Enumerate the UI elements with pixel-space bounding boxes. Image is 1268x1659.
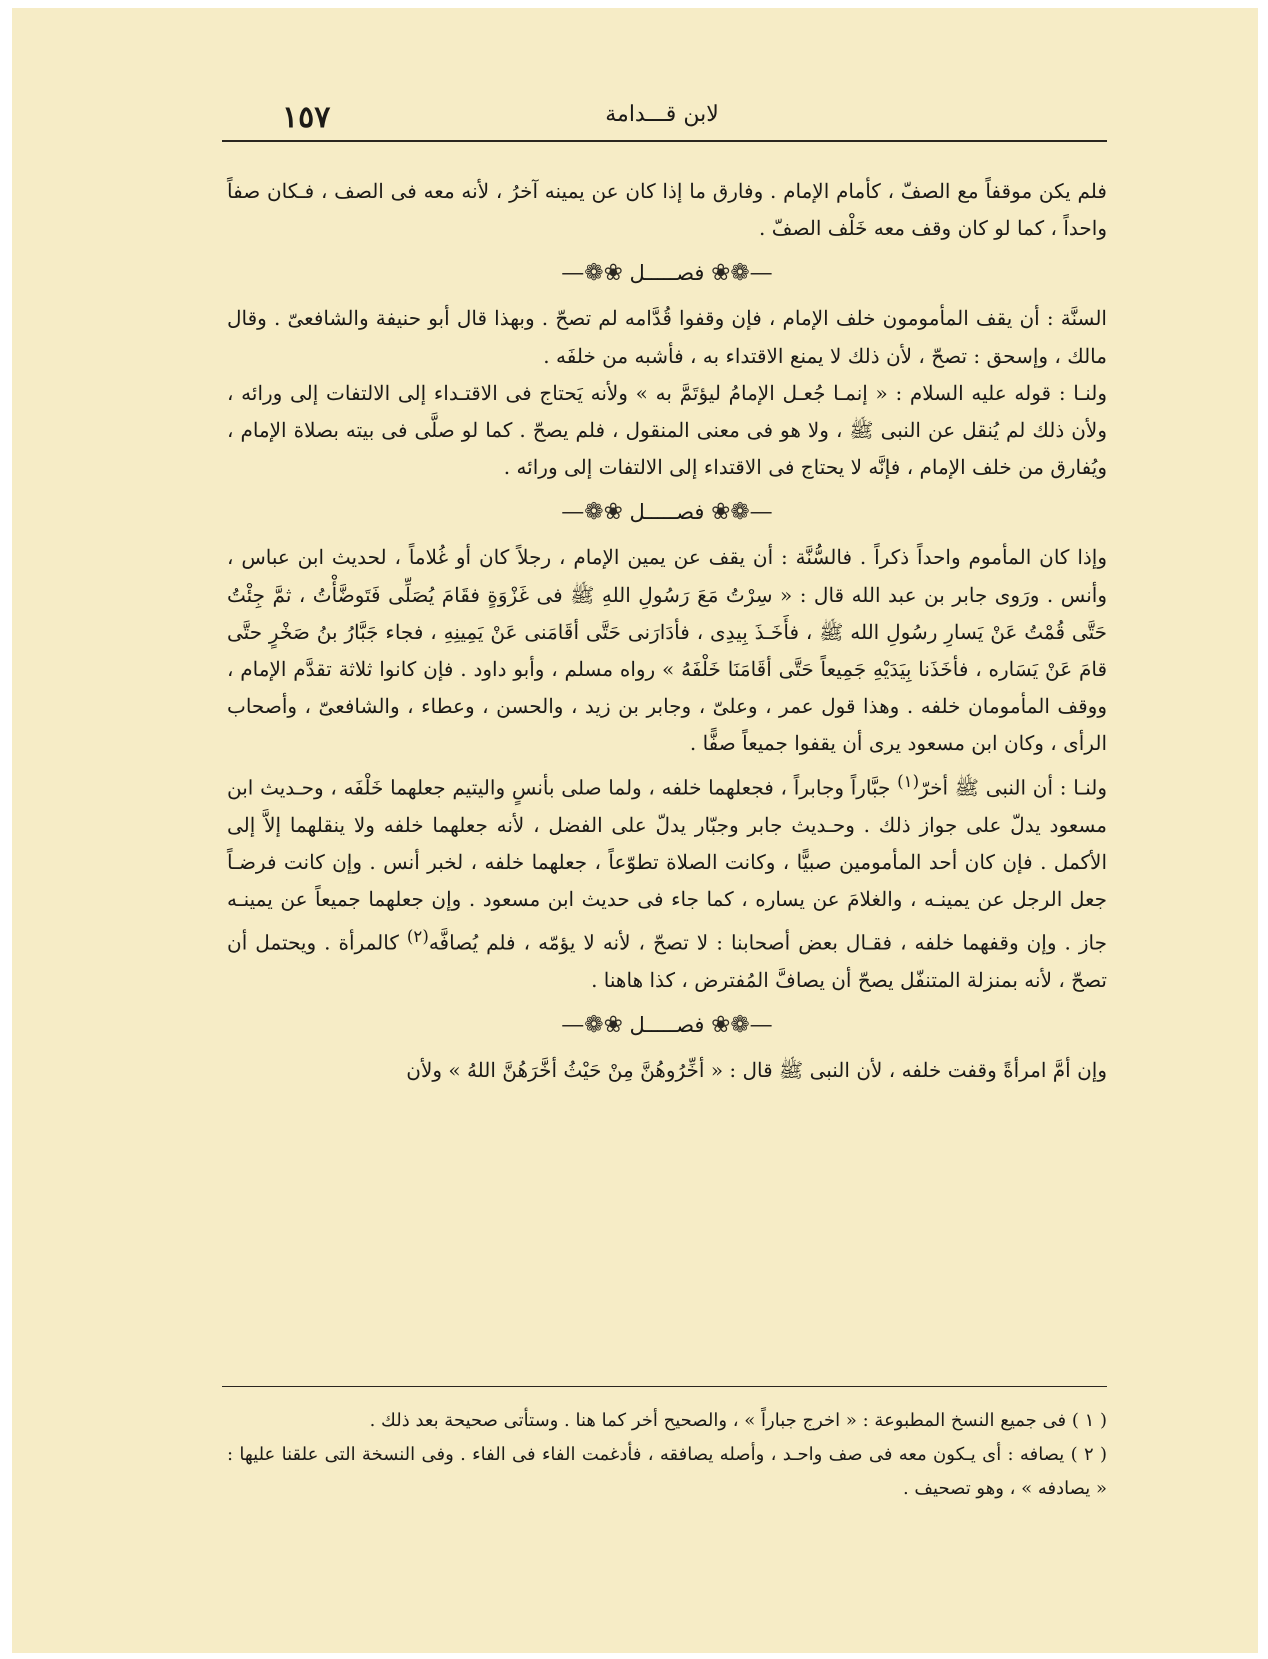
footnote-ref: (٢): [406, 927, 429, 947]
footnote: ( ٢ ) يصافه : أى يـكون معه فى صف واحـد ، وأصله يصافقه ، فأدغمت الفاء فى الفاء . وفى النسخة التى علقنا عليها : « يصادفه » ، وهو تصحيف .: [227, 1444, 1107, 1499]
section-heading: فصـــــل: [629, 261, 705, 286]
header-rule: [222, 140, 1107, 142]
running-head: لابن قـــدامة: [605, 102, 719, 127]
paragraph: وإن أمَّ امرأةً وقفت خلفه ، لأن النبى ﷺ قال : « أخِّرُوهُنَّ مِنْ حَيْثُ أخَّرَهُنَّ اللهُ » ولأن: [406, 1058, 1107, 1083]
paragraph: وإذا كان المأموم واحداً ذكراً . فالسُّنَّة : أن يقف عن يمين الإمام ، رجلاً كان أو غُلاماً ، لحديث ابن عباس ، وأنس . ورَوى جابر بن عبد الله قال : « سِرْتُ مَعَ رَسُولِ اللهِ ﷺ فى غَزْوَةٍ فقَامَ يُصَلِّى فَتَوضَّأْتُ ، ثمَّ جِئْتُ حَتَّى قُمْتُ عَنْ يَسارِ رسُولِ الله ﷺ ، فأَخَـذَ بِيدِى ، فأدَارَنى حَتَّى أقَامَنى عَنْ يَمِينِهِ ، فجاء جَبَّارُ بنُ صَخْرٍ حتَّى قامَ عَنْ يَسَاره ، فأخَذَنا بِيَدَيْهِ جَمِيعاً حَتَّى أقَامَنَا خَلْفَهُ » رواه مسلم ، وأبو داود . فإن كانوا ثلاثة تقدَّم الإمام ، ووقف المأمومان خلفه . وهذا قول عمر ، وعلىّ ، وجابر بن زيد ، والحسن ، وعطاء ، والشافعىّ ، وأصحاب الرأى ، وكان ابن مسعود يرى أن يقفوا جميعاً صفًّا .: [227, 545, 1108, 756]
section-ornament: [227, 486, 1107, 539]
ornament-icon: —❁❀: [711, 1012, 773, 1039]
section-heading: فصـــــل: [629, 500, 705, 525]
ornament-icon: ❀❁—: [561, 499, 623, 526]
paragraph: السنَّة : أن يقف المأمومون خلف الإمام ، فإن وقفوا قُدَّامه لم تصحّ . وبهذا قال أبو حنيفة والشافعىّ . وقال مالك ، وإسحق : تصحّ ، لأن ذلك لا يمنع الاقتداء به ، فأشبه من خلفَه .: [227, 306, 1107, 368]
ornament-icon: ❀❁—: [561, 260, 623, 287]
footnotes: [227, 1404, 1107, 1506]
footnote: ( ١ ) فى جميع النسخ المطبوعة : « اخرج جباراً » ، والصحيح أخر كما هنا . وستأتى صحيحة بعد ذلك .: [369, 1410, 1107, 1431]
text-run: كالمرأة . ويحتمل أن تصحّ ، لأنه بمنزلة المتنفّل يصحّ أن يصافَّ المُفترض ، كذا هاهنا .: [227, 930, 1107, 992]
main-text: [227, 173, 1107, 1089]
ornament-icon: ❀❁—: [561, 1012, 623, 1039]
paragraph: [227, 763, 1107, 1000]
footnote-rule: [222, 1386, 1107, 1387]
text-run: جبَّاراً وجابراً ، فجعلهما خلفه ، ولما صلى بأنسٍ واليتيم جعلهما خَلْفَه ، وحـديث ابن مسعود يدلّ على جواز ذلك . وحـديث جابر وجبّار يدلّ على الفضل ، لأنه جعلهما خلفه ولا ينقلهما إلاَّ إلى الأكمل . فإن كان أحد المأمومين صبيًّا ، وكانت الصلاة تطوّعاً ، جعلهما خلفه ، لخبر أنس . وإن كانت فرضـاً جعل الرجل عن يمينـه ، والغلامَ عن يساره ، كما جاء فى حديث ابن مسعود . وإن جعلهما جميعاً عن يمينـه جاز . وإن وقفهما خلفه ، فقـال بعض أصحابنا : لا تصحّ ، لأنه لا يؤمّه ، فلم يُصافَّه: [227, 775, 1107, 955]
book-page: [12, 8, 1258, 1653]
section-ornament: [227, 999, 1107, 1052]
text-run: ولنـا : أن النبى ﷺ أخرّ: [919, 775, 1107, 800]
ornament-icon: —❁❀: [711, 499, 773, 526]
page-number: ١٥٧: [282, 100, 331, 135]
paragraph: فلم يكن موقفاً مع الصفّ ، كأمام الإمام . وفارق ما إذا كان عن يمينه آخرُ ، لأنه معه فى الصف ، فـكان صفاً واحداً ، كما لو كان وقف معه خَلْف الصفّ .: [227, 179, 1107, 241]
ornament-icon: —❁❀: [711, 260, 773, 287]
paragraph: ولنـا : قوله عليه السلام : « إنمـا جُعـل الإمامُ ليؤتَمَّ به » ولأنه يَحتاج فى الاقتـداء إلى الالتفات إلى ورائه ، ولأن ذلك لم يُنقل عن النبى ﷺ ، ولا هو فى معنى المنقول ، فلم يصحّ . كما لو صلَّى فى بيته بصلاة الإمام ، ويُفارق من خلف الإمام ، فإنَّه لا يحتاج فى الاقتداء إلى الالتفات إلى ورائه .: [227, 380, 1107, 480]
section-ornament: [227, 247, 1107, 300]
footnote-ref: (١): [897, 771, 920, 791]
section-heading: فصـــــل: [629, 1013, 705, 1038]
